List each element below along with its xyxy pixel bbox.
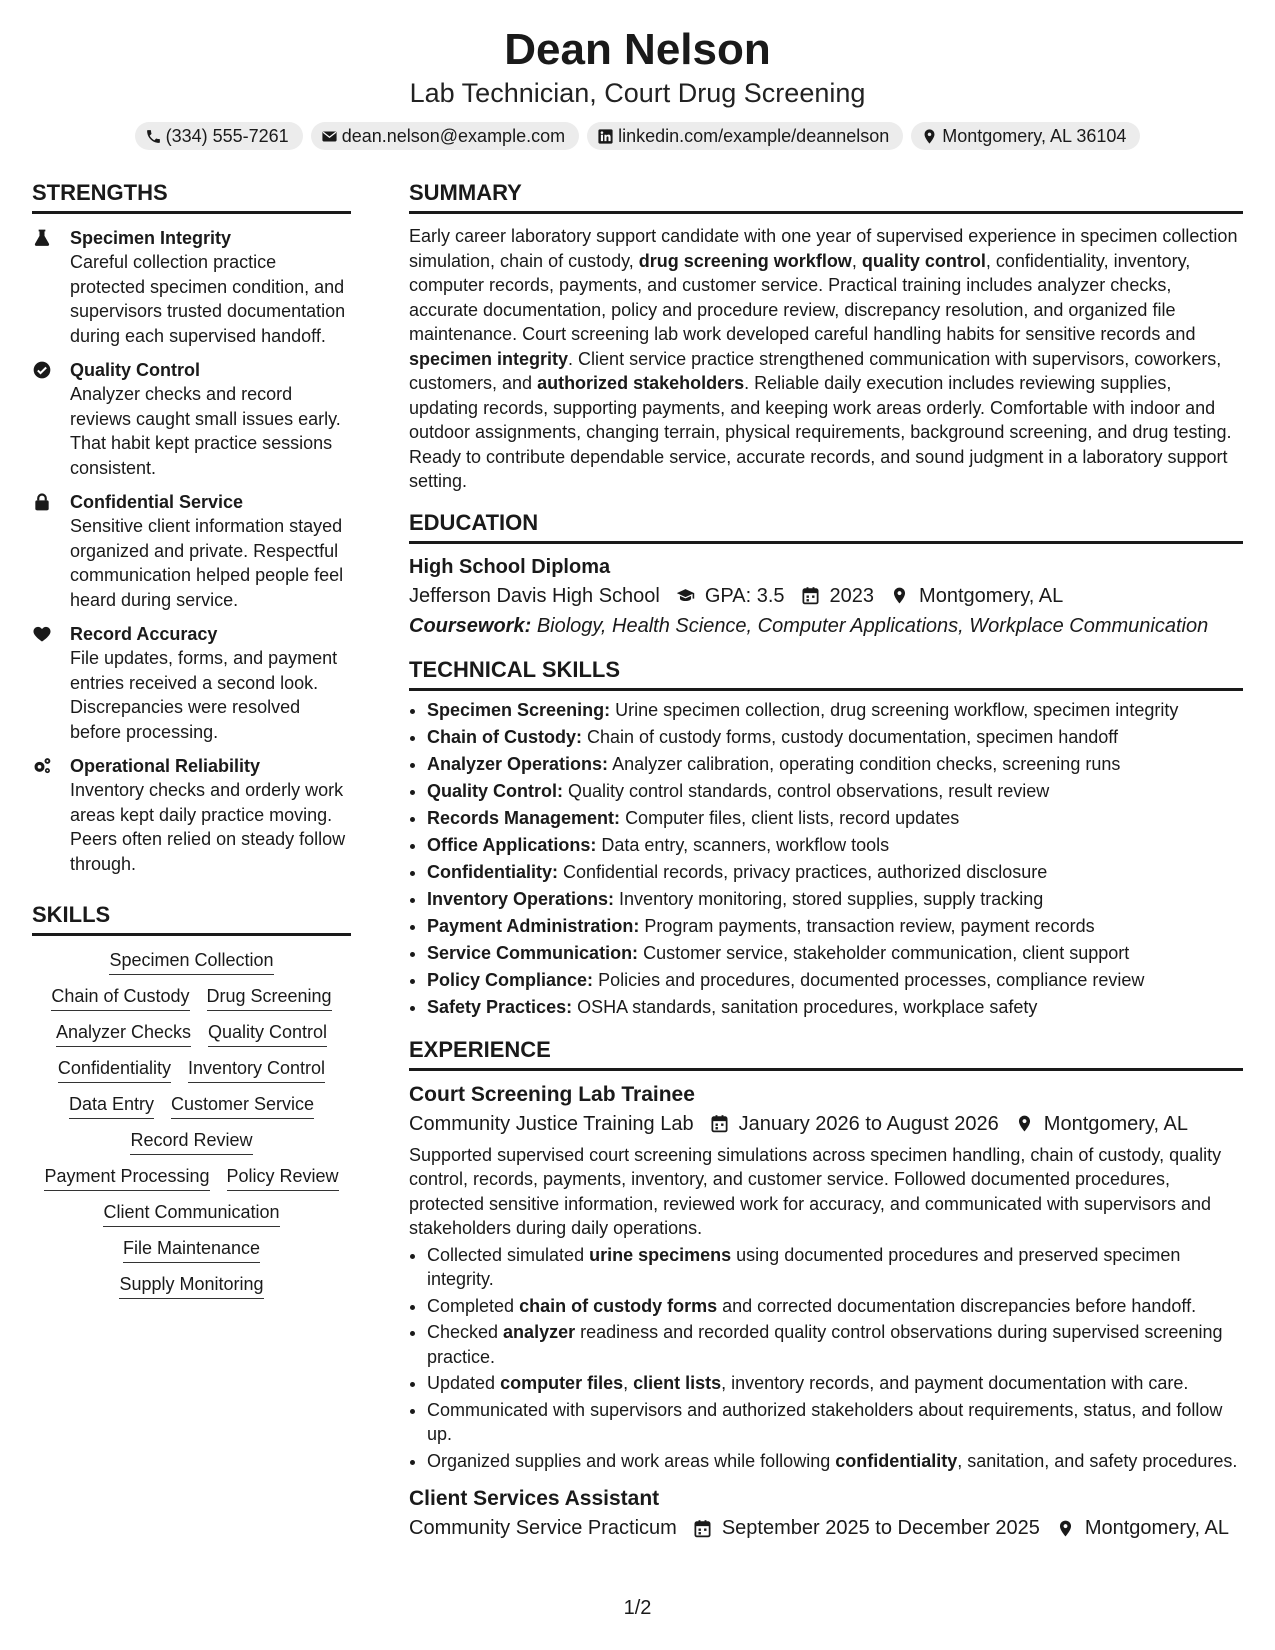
strength-item [32,754,351,876]
skill-tag[interactable]: Inventory Control [188,1056,325,1083]
email-text: dean.nelson@example.com [341,126,566,146]
strength-title: Quality Control [70,360,200,380]
list-item: • Communicated with supervisors and authorized stakeholders about requirements, status, and follow up. [427,1398,1243,1447]
list-item: • Office Applications: Data entry, scanners, workflow tools [427,832,1243,859]
list-item: • Safety Practices: OSHA standards, sanitation procedures, workplace safety [427,994,1243,1021]
strength-description: Careful collection practice protected specimen condition, and supervisors trusted documentation during each supervised handoff. [70,252,346,346]
list-item: • Service Communication: Customer service, stakeholder communication, client support [427,940,1243,967]
graduation-year: 2023 [829,584,875,607]
list-item: • Inventory Operations: Inventory monitoring, stored supplies, supply tracking [427,886,1243,913]
candidate-headline: Lab Technician, Court Drug Screening [409,78,866,108]
strength-description: Inventory checks and orderly work areas kept daily practice moving. Peers often relied on steady follow through. [70,780,346,874]
skill-tag[interactable]: Specimen Collection [109,948,273,975]
skill-tag[interactable]: Record Review [130,1128,252,1155]
job-title: Court Screening Lab Trainee [409,1082,695,1106]
skill-tag[interactable]: Policy Review [227,1164,339,1191]
list-item: • Policy Compliance: Policies and procedures, documented processes, compliance review [427,967,1243,994]
list-item: • Completed chain of custody forms and corrected documentation discrepancies before handoff. [427,1294,1243,1319]
gpa-text: GPA: 3.5 [704,584,785,607]
list-item: • Chain of Custody: Chain of custody forms, custody documentation, specimen handoff [427,724,1243,751]
strength-description: Analyzer checks and record reviews caught small issues early. That habit kept practice sessions consistent. [70,384,341,478]
skill-tag[interactable]: Confidentiality [58,1056,171,1083]
job-organization: Community Service Practicum [409,1517,677,1539]
strengths-heading: STRENGTHS [32,178,351,214]
strength-item [32,622,351,744]
map-pin-icon [1015,1114,1034,1133]
graduation-cap-icon [676,586,695,605]
list-item: • Confidentiality: Confidential records, privacy practices, authorized disclosure [427,859,1243,886]
list-item: • Payment Administration: Program payments, transaction review, payment records [427,913,1243,940]
strength-item [32,226,351,348]
left-column [32,178,351,1299]
coursework-line: Coursework: Biology, Health Science, Computer Applications, Workplace Communication [409,614,1209,637]
strength-title: Record Accuracy [70,624,218,644]
job-meta [409,1109,1243,1139]
education-section [409,508,1243,641]
job-meta [409,1513,1243,1543]
skills-heading: SKILLS [32,900,351,936]
job-location: Montgomery, AL [1043,1112,1188,1135]
list-item: • Updated computer files, client lists, inventory records, and payment documentation with care. [427,1371,1243,1396]
list-item: • Specimen Screening: Urine specimen collection, drug screening workflow, specimen integrity [427,697,1243,724]
list-item: • Analyzer Operations: Analyzer calibration, operating condition checks, screening runs [427,751,1243,778]
right-column [409,178,1243,1543]
skill-tag[interactable]: Customer Service [171,1092,314,1119]
heart-icon [32,624,52,644]
flask-icon [32,228,52,248]
education-meta [409,581,1243,611]
strength-item [32,490,351,612]
phone-text: (334) 555-7261 [165,126,289,146]
degree-title: High School Diploma [409,555,611,578]
skills-list [32,948,351,1299]
calendar-icon [801,586,820,605]
job-title: Client Services Assistant [409,1487,660,1510]
location-chip[interactable] [911,122,1140,150]
resume-header [0,0,1275,150]
skill-tag[interactable]: Chain of Custody [51,984,189,1011]
technical-skills-list [409,697,1243,1021]
job-location: Montgomery, AL [1084,1517,1229,1539]
skill-tag[interactable]: Payment Processing [44,1164,209,1191]
list-item: • Organized supplies and work areas while following confidentiality, sanitation, and safety procedures. [427,1449,1243,1474]
summary-text: Early career laboratory support candidate with one year of supervised experience in specimen collection simulation, chain of custody, drug screening workflow, quality control, confidentiality, inventory, computer records, payments, and customer service. Practical training includes analyzer checks, accurate documentation, policy and procedure review, discrepancy resolution, and organized file maintenance. Court screening lab work developed careful handling habits for sensitive records and specimen integrity. Client service practice strengthened communication with supervisors, coworkers, customers, and authorized stakeholders. Reliable daily execution includes reviewing supplies, updating records, supporting payments, and keeping work areas orderly. Comfortable with indoor and outdoor assignments, changing terrain, physical requirements, background screening, and drug testing. Ready to contribute dependable service, accurate records, and sound judgment in a laboratory support setting. [409,226,1238,491]
list-item: • Quality Control: Quality control standards, control observations, result review [427,778,1243,805]
experience-section [409,1035,1243,1544]
summary-heading: SUMMARY [409,178,1243,214]
skill-tag[interactable]: Client Communication [103,1200,279,1227]
technical-skills-section [409,655,1243,1021]
linkedin-icon [597,128,614,145]
skill-tag[interactable]: Supply Monitoring [119,1272,263,1299]
job-organization: Community Justice Training Lab [409,1112,694,1135]
map-pin-icon [921,128,938,145]
calendar-icon [693,1519,712,1538]
linkedin-chip[interactable] [587,122,903,150]
candidate-name: Dean Nelson [504,25,771,74]
envelope-icon [321,128,338,145]
check-circle-icon [32,360,52,380]
phone-chip[interactable] [135,122,303,150]
email-chip[interactable] [311,122,579,150]
lock-icon [32,492,52,512]
skill-tag[interactable]: File Maintenance [123,1236,260,1263]
page-number: 1/2 [623,1597,652,1619]
strength-title: Operational Reliability [70,756,261,776]
skill-tag[interactable]: Quality Control [208,1020,327,1047]
location-text: Montgomery, AL 36104 [942,126,1127,146]
contact-bar [0,122,1275,150]
technical-skills-heading: TECHNICAL SKILLS [409,655,1243,691]
list-item: • Collected simulated urine specimens using documented procedures and preserved specimen integrity. [427,1243,1243,1292]
skill-tag[interactable]: Data Entry [69,1092,154,1119]
strength-description: File updates, forms, and payment entries received a second look. Discrepancies were resolved before processing. [70,648,338,742]
skill-tag[interactable]: Drug Screening [207,984,332,1011]
strength-title: Specimen Integrity [70,228,232,248]
list-item: • Checked analyzer readiness and recorded quality control observations during supervised screening practice. [427,1320,1243,1369]
strength-item [32,358,351,480]
gears-icon [32,756,52,776]
job-dates: January 2026 to August 2026 [738,1112,999,1135]
strength-description: Sensitive client information stayed organized and private. Respectful communication helped people feel heard during service. [70,516,344,610]
calendar-icon [710,1114,729,1133]
linkedin-text: linkedin.com/example/deannelson [618,126,890,146]
job-dates: September 2025 to December 2025 [721,1517,1040,1539]
job-bullets [409,1243,1243,1474]
education-heading: EDUCATION [409,508,1243,544]
job-description: Supported supervised court screening simulations across specimen handling, chain of custody, quality control, records, payments, inventory, and customer service. Followed documented procedures, protected sensitive information, reviewed work for accuracy, and communicated with supervisors and stakeholders during daily operations. [409,1144,1222,1238]
experience-heading: EXPERIENCE [409,1035,1243,1071]
strength-title: Confidential Service [70,492,244,512]
school-name: Jefferson Davis High School [409,584,660,607]
map-pin-icon [890,586,909,605]
map-pin-icon [1056,1519,1075,1538]
education-location: Montgomery, AL [919,584,1064,607]
skill-tag[interactable]: Analyzer Checks [56,1020,191,1047]
phone-icon [145,128,162,145]
list-item: • Records Management: Computer files, client lists, record updates [427,805,1243,832]
